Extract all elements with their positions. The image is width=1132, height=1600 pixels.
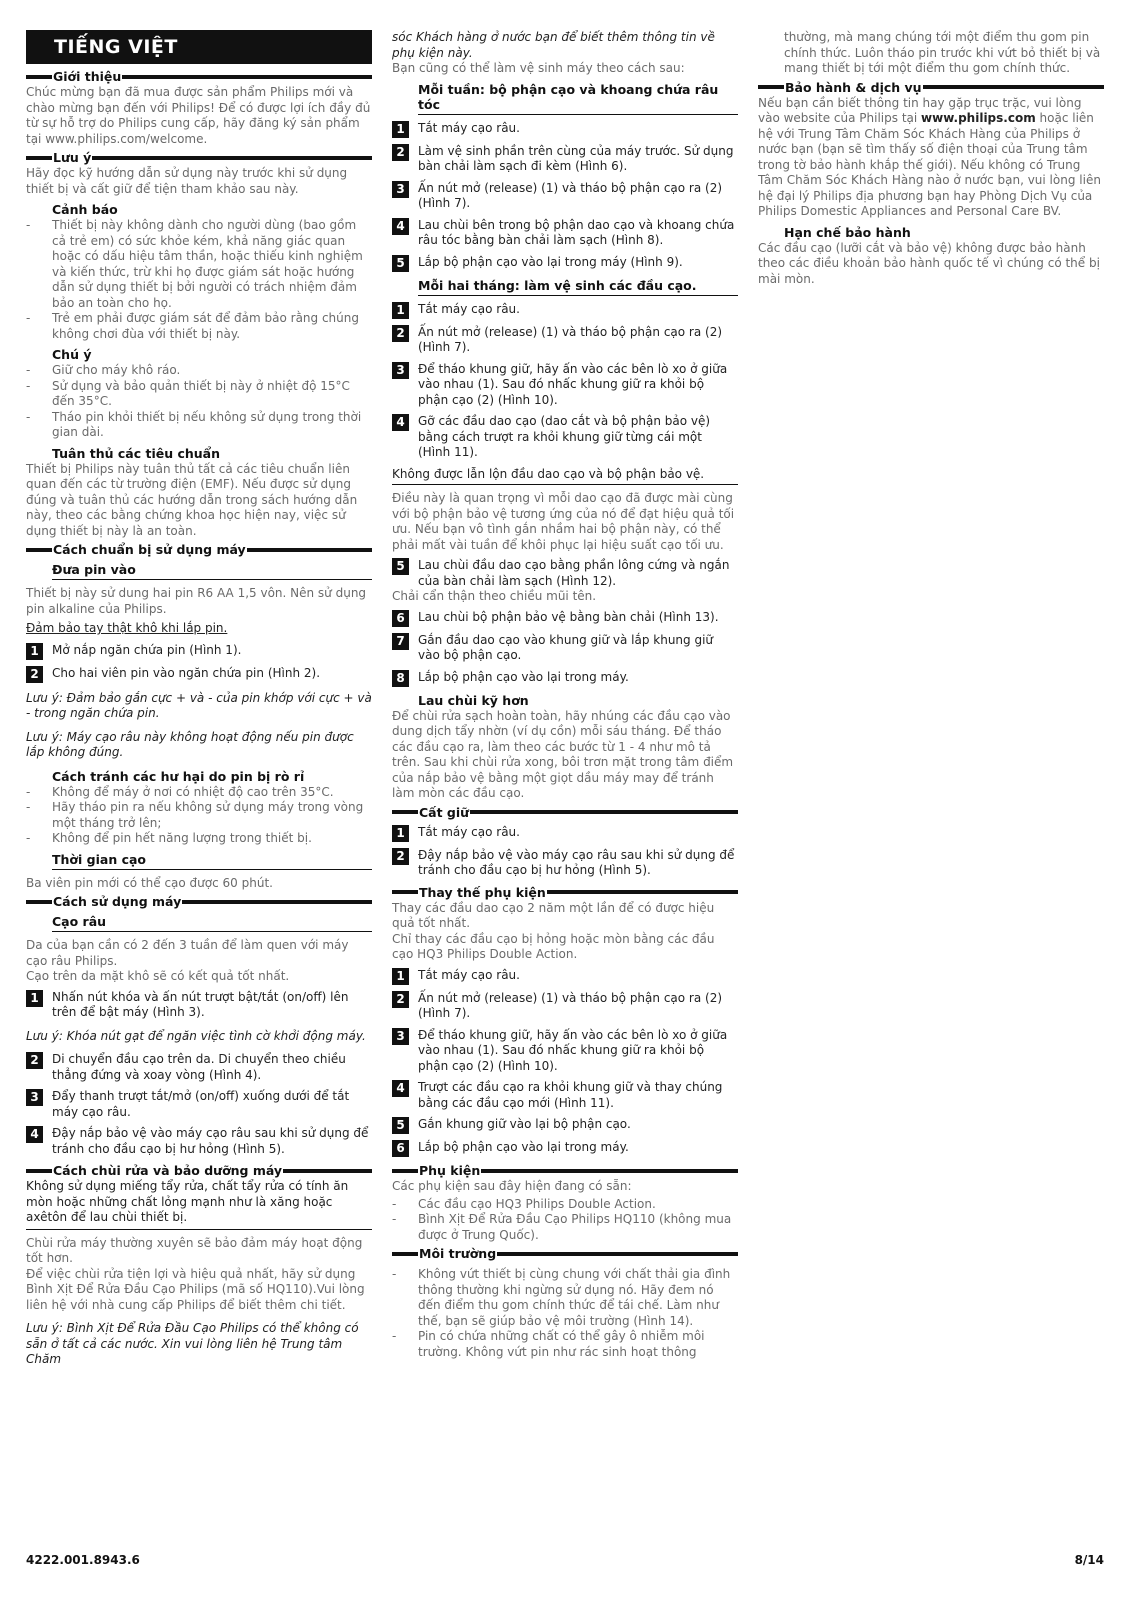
step-text: Di chuyển đầu cạo trên da. Di chuyển theo chiều thẳng đứng và xoay vòng (Hình 4). <box>52 1052 346 1082</box>
step-number: 3 <box>392 362 409 379</box>
environment-continued: thường, mà mang chúng tới một điểm thu gom pin chính thức. Luôn tháo pin trước khi vứt bỏ thiết bị và mang thiết bị tới một điểm thu gom chính thức. <box>784 30 1101 75</box>
step-number: 6 <box>392 1140 409 1157</box>
caution-item: - Sử dụng và bảo quản thiết bị này ở nhiệt độ 15°C đến 35°C. <box>26 379 372 410</box>
clean-note: Lưu ý: Bình Xịt Để Rửa Đầu Cạo Philips có thể không có sẵn ở tất cả các nước. Xin vui lòng liên hệ Trung tâm Chăm <box>26 1321 359 1366</box>
section-use-heading: Cách sử dụng máy <box>26 894 372 909</box>
step-number: 4 <box>392 1080 409 1097</box>
step-number: 2 <box>392 991 409 1008</box>
step <box>392 1028 738 1075</box>
battery-note: Lưu ý: Máy cạo râu này không hoạt động nếu pin được lắp không đúng. <box>26 729 354 759</box>
step <box>392 1140 738 1157</box>
step-text: Để tháo khung giữ, hãy ấn vào các bên lò xo ở giữa vào nhau (1). Sau đó nhấc khung giữ ra khỏi bộ phận cạo (2) (Hình 10). <box>418 361 728 407</box>
step-text: Tắt máy cạo râu. <box>418 824 520 839</box>
standards-heading: Tuân thủ các tiêu chuẩn <box>52 445 220 461</box>
accessory-item: - Các đầu cạo HQ3 Philips Double Action. <box>392 1197 738 1213</box>
environment-item: - Pin có chứa những chất có thể gây ô nhiễm môi trường. Không vứt pin như rác sinh hoạt thông <box>392 1329 738 1360</box>
step <box>26 643 372 660</box>
column-1 <box>26 30 372 1376</box>
step-number: 2 <box>26 666 43 683</box>
mix-warning: Không được lẫn lộn đầu dao cạo và bộ phận bảo vệ. <box>392 467 738 486</box>
step-text: Cho hai viên pin vào ngăn chứa pin (Hình 2). <box>52 665 321 680</box>
leak-item: - Không để máy ở nơi có nhiệt độ cao trên 35°C. <box>26 785 372 801</box>
step-number: 1 <box>392 121 409 138</box>
weekly-heading: Mỗi tuần: bộ phận cạo và khoang chứa râu tóc <box>418 82 738 115</box>
battery-note: Lưu ý: Đảm bảo gắn cực + và - của pin khớp với cực + và - trong ngăn chứa pin. <box>26 690 372 720</box>
section-note-heading: Lưu ý <box>26 150 372 165</box>
caution-item: - Giữ cho máy khô ráo. <box>26 363 372 379</box>
deep-clean-text: Để chùi rửa sạch hoàn toàn, hãy nhúng các đầu cạo vào dung dịch tẩy nhờn (ví dụ cồn) mỗi sáu tháng. Để tháo các đầu cạo ra, làm theo các bước từ 1 - 4 như mô tả trên. Sau khi chùi rửa xong, bôi trơn mặt trong tâm điểm của nắp bảo vệ bằng một giọt dầu máy may để tránh làm mòn các đầu cạo. <box>392 708 734 800</box>
battery-heading: Đưa pin vào <box>52 562 372 580</box>
step-text: Ấn nút mở (release) (1) và tháo bộ phận cạo ra (2) (Hình 7). <box>418 990 723 1020</box>
step <box>392 302 738 319</box>
caution-heading: Chú ý <box>52 347 92 362</box>
step <box>392 991 738 1022</box>
battery-text: Thiết bị này sử dung hai pin R6 AA 1,5 vôn. Nên sử dụng pin alkaline của Philips. <box>26 586 367 616</box>
step-text: Ấn nút mở (release) (1) và tháo bộ phận cạo ra (2) (Hình 7). <box>418 324 723 354</box>
step-number: 2 <box>392 848 409 865</box>
step-text: Tắt máy cạo râu. <box>418 967 520 982</box>
warranty-limit-heading: Hạn chế bảo hành <box>784 224 911 240</box>
section-accessories-heading: Phụ kiện <box>392 1163 738 1178</box>
step-text: Làm vệ sinh phần trên cùng của máy trước. Sử dụng bàn chải làm sạch đi kèm (Hình 6). <box>418 143 734 173</box>
warranty-text-part: Nếu bạn cần biết thông tin hay gặp trục trặc, vui lòng vào website của Philips tại <box>758 95 1082 125</box>
step-text: Gắn đầu dao cạo vào khung giữ và lắp khung giữ vào bộ phận cạo. <box>418 632 714 662</box>
step <box>392 255 738 272</box>
step-text: Để tháo khung giữ, hãy ấn vào các bên lò xo ở giữa vào nhau (1). Sau đó nhấc khung giữ ra khỏi bộ phận cạo (2) (Hình 10). <box>418 1027 728 1073</box>
step-number: 2 <box>392 144 409 161</box>
step-number: 1 <box>392 825 409 842</box>
step-text: Gỡ các đầu dao cạo (dao cắt và bộ phận bảo vệ) bằng cách trượt ra khỏi khung giữ từng cái một (Hình 11). <box>418 414 711 459</box>
section-replacement-heading: Thay thế phụ kiện <box>392 885 738 900</box>
section-intro-heading: Giới thiệu <box>26 69 372 84</box>
step-number: 2 <box>26 1052 43 1069</box>
step-number: 2 <box>392 325 409 342</box>
shave-text: Da của bạn cần có 2 đến 3 tuần để làm quen với máy cạo râu Philips. Cạo trên da mặt khô sẽ có kết quả tốt nhất. <box>26 938 349 983</box>
warranty-text <box>758 96 1104 220</box>
step-number: 8 <box>392 670 409 687</box>
standards-text: Thiết bị Philips này tuân thủ tất cả các tiêu chuẩn liên quan đến các từ trường điện (EMF). Nếu được sử dụng đúng và tuân thủ các hướng dẫn trong sách hướng dẫn này, theo các bằng chứng khoa học hiện nay, việc sử dụng thiết bị này là an toàn. <box>26 461 358 538</box>
step-text: Lắp bộ phận cạo vào lại trong máy. <box>418 1140 629 1154</box>
step-number: 1 <box>392 302 409 319</box>
step <box>392 144 738 175</box>
leak-item: - Hãy tháo pin ra nếu không sử dụng máy trong vòng một tháng trở lên; <box>26 800 372 831</box>
step-text: Lau chùi bộ phận bảo vệ bằng bàn chải (Hình 13). <box>418 609 719 624</box>
step-number: 1 <box>26 643 43 660</box>
page-number: 8/14 <box>1074 1553 1104 1567</box>
clean-alt-text: Bạn cũng có thể làm vệ sinh máy theo cách sau: <box>392 61 685 75</box>
philips-website-link[interactable]: www.philips.com <box>921 111 1036 125</box>
step <box>392 181 738 212</box>
step-text: Mở nắp ngăn chứa pin (Hình 1). <box>52 642 242 657</box>
step <box>26 666 372 683</box>
clean-note-continued: sóc Khách hàng ở nước bạn để biết thêm thông tin về phụ kiện này. <box>392 30 715 60</box>
environment-item: - Không vứt thiết bị cùng chung với chất thải gia đình thông thường khi ngừng sử dụng nó. Hãy đem nó đến điểm thu gom chính thức để tái chế. Làm như thế, bạn sẽ giúp bảo vệ môi trường (Hình 14). <box>392 1267 738 1329</box>
section-warranty-heading: Bảo hành & dịch vụ <box>758 80 1104 95</box>
shaving-time-heading: Thời gian cạo <box>52 852 372 870</box>
leak-item: - Không để pin hết năng lượng trong thiết bị. <box>26 831 372 847</box>
warning-item: - Trẻ em phải được giám sát để đảm bảo rằng chúng không chơi đùa với thiết bị này. <box>26 311 372 342</box>
step-text: Tắt máy cạo râu. <box>418 301 520 316</box>
step-text: Đậy nắp bảo vệ vào máy cạo râu sau khi sử dụng để tránh cho đầu cạo bị hư hỏng (Hình 5). <box>418 847 735 877</box>
step <box>392 670 738 687</box>
warning-item: - Thiết bị này không dành cho người dùng (bao gồm cả trẻ em) có sức khỏe kém, khả năng giác quan hoặc có dấu hiệu tâm thần, hoặc thiếu kinh nghiệm và kiến thức, trừ khi họ được giám sát hoặc hướng dẫn sử dụng thiết bị bởi người có trách nhiệm đảm bảo an toàn cho họ. <box>26 218 372 311</box>
step-number: 4 <box>26 1126 43 1143</box>
mix-text: Điều này là quan trọng vì mỗi dao cạo đã được mài cùng với bộ phận bảo vệ tương ứng của nó để đạt hiệu quả tối ưu. Nếu bạn vô tình gắn nhầm hai bộ phận này, có thể phải mất vài tuần để khôi phục lại hiệu suất cạo tối ưu. <box>392 491 735 552</box>
step <box>26 1089 372 1120</box>
step <box>392 362 738 409</box>
step-number: 4 <box>392 218 409 235</box>
accessories-text: Các phụ kiện sau đây hiện đang có sẵn: <box>392 1179 632 1193</box>
step-number: 3 <box>26 1089 43 1106</box>
step-text: Đậy nắp bảo vệ vào máy cạo râu sau khi sử dụng để tránh cho đầu cạo bị hư hỏng (Hình 5). <box>52 1126 369 1156</box>
step <box>392 825 738 842</box>
step <box>392 558 738 589</box>
clean-warning: Không sử dụng miếng tẩy rửa, chất tẩy rửa có tính ăn mòn hoặc những chất lỏng mạnh như là xăng hoặc axêtôn để lau chùi thiết bị. <box>26 1179 372 1230</box>
shaving-time-text: Ba viên pin mới có thể cạo được 60 phút. <box>26 875 273 890</box>
accessory-item: - Bình Xịt Để Rửa Đầu Cạo Philips HQ110 (không mua được ở Trung Quốc). <box>392 1212 738 1243</box>
shave-heading: Cạo râu <box>52 914 372 932</box>
warranty-text-part: hoặc liên hệ với Trung Tâm Chăm Sóc Khách Hàng của Philips ở nước bạn (bạn sẽ tìm thấy số điện thoại của Trung tâm trong tờ bảo hành khắp thế giới). Nếu không có Trung Tâm Chăm Sóc Khách Hàng nào ở nước bạn, vui lòng liên hệ đại lý Philips địa phương bạn hay Phòng Dịch Vụ của Philips Domestic Appliances and Personal Care BV. <box>758 111 1101 218</box>
step <box>392 848 738 879</box>
bimonthly-heading: Mỗi hai tháng: làm vệ sinh các đầu cạo. <box>418 278 738 296</box>
step <box>392 610 738 627</box>
step <box>392 968 738 985</box>
step-number: 1 <box>392 968 409 985</box>
step-number: 7 <box>392 633 409 650</box>
step-number: 3 <box>392 1028 409 1045</box>
step-text: Tắt máy cạo râu. <box>418 120 520 135</box>
deep-clean-heading: Lau chùi kỹ hơn <box>418 692 529 708</box>
step-number: 1 <box>26 990 43 1007</box>
step-text: Trượt các đầu cạo ra khỏi khung giữ và thay chúng bằng các đầu cạo mới (Hình 11). <box>418 1080 723 1110</box>
step <box>26 1052 372 1083</box>
step <box>392 121 738 138</box>
battery-warning: Đảm bảo tay thật khô khi lắp pin. <box>26 621 228 635</box>
replacement-text: Thay các đầu dao cạo 2 năm một lần để có được hiệu quả tốt nhất. Chỉ thay các đầu cạo bị hỏng hoặc mòn bằng các đầu cạo HQ3 Philips Double Action. <box>392 900 715 961</box>
step-text: Đẩy thanh trượt tắt/mở (on/off) xuống dưới để tắt máy cạo râu. <box>52 1089 350 1119</box>
step-number: 6 <box>392 610 409 627</box>
step-subtext: Chải cẩn thận theo chiều mũi tên. <box>392 589 597 603</box>
warning-heading: Cảnh báo <box>52 202 118 217</box>
language-title: TIẾNG VIỆT <box>26 30 372 64</box>
step-text: Nhấn nút khóa và ấn nút trượt bật/tắt (on/off) lên trên để bật máy (Hình 3). <box>52 989 349 1019</box>
step <box>26 990 372 1021</box>
warranty-limit-text: Các đầu cạo (lưỡi cắt và bảo vệ) không được bảo hành theo các điều khoản bảo hành quốc tế vì chúng có thể bị mài mòn. <box>758 240 1100 286</box>
step-text: Gắn khung giữ vào lại bộ phận cạo. <box>418 1117 631 1131</box>
step <box>392 633 738 664</box>
step-number: 5 <box>392 558 409 575</box>
section-storage-heading: Cất giữ <box>392 805 738 820</box>
step <box>392 218 738 249</box>
step <box>392 1117 738 1134</box>
note-text: Hãy đọc kỹ hướng dẫn sử dụng này trước khi sử dụng thiết bị và cất giữ để tiện tham khảo sau này. <box>26 166 348 196</box>
step <box>392 414 738 461</box>
step-text: Lắp bộ phận cạo vào lại trong máy. <box>418 669 629 684</box>
step-text: Lau chùi đầu dao cạo bằng phần lông cứng và ngắn của bàn chải làm sạch (Hình 12). <box>418 558 730 588</box>
step-text: Lau chùi bên trong bộ phận dao cạo và khoang chứa râu tóc bằng bàn chải làm sạch (Hình 8). <box>418 217 735 247</box>
section-environment-heading: Môi trường <box>392 1246 738 1261</box>
step-number: 4 <box>392 414 409 431</box>
leak-heading: Cách tránh các hư hại do pin bị rò rỉ <box>52 768 305 784</box>
step-text: Ấn nút mở (release) (1) và tháo bộ phận cạo ra (2) (Hình 7). <box>418 180 723 210</box>
step <box>392 1080 738 1111</box>
section-clean-heading: Cách chùi rửa và bảo dưỡng máy <box>26 1163 372 1178</box>
section-prepare-heading: Cách chuẩn bị sử dụng máy <box>26 542 372 557</box>
step-number: 5 <box>392 255 409 272</box>
shave-note: Lưu ý: Khóa nút gạt để ngăn việc tình cờ khởi động máy. <box>26 1028 366 1043</box>
step-text: Lắp bộ phận cạo vào lại trong máy (Hình 9). <box>418 254 683 269</box>
column-3 <box>758 30 1104 289</box>
step <box>26 1126 372 1157</box>
clean-text: Chùi rửa máy thường xuyên sẽ bảo đảm máy hoạt động tốt hơn. Để việc chùi rửa tiện lợi và hiệu quả nhất, hãy sử dụng Bình Xịt Để Rửa Đầu Cạo Philips (mã số HQ110).Vui lòng liên hệ với nhà cung cấp Philips để biết thêm chi tiết. <box>26 1235 365 1312</box>
column-2 <box>392 30 738 1360</box>
step <box>392 325 738 356</box>
intro-text: Chúc mừng bạn đã mua được sản phẩm Philips mới và chào mừng bạn đến với Philips! Để có được lợi ích đầy đủ từ sự hỗ trợ do Philips cung cấp, hãy đăng ký sản phẩm tại www.philips.com/welcome. <box>26 85 371 146</box>
caution-item: - Tháo pin khỏi thiết bị nếu không sử dụng trong thời gian dài. <box>26 410 372 441</box>
step-number: 3 <box>392 181 409 198</box>
document-code: 4222.001.8943.6 <box>26 1553 140 1567</box>
step-number: 5 <box>392 1117 409 1134</box>
